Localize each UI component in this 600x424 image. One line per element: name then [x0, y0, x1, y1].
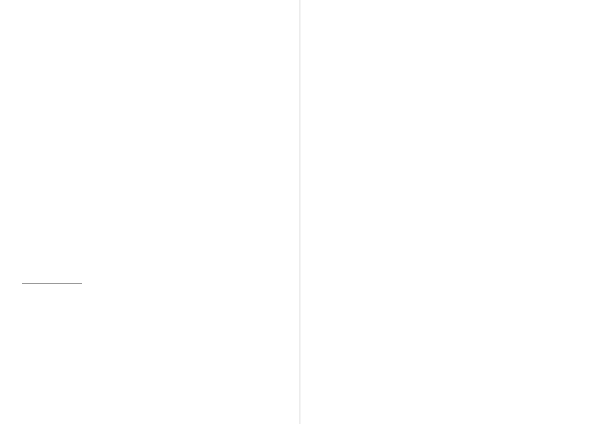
paragraph: [22, 251, 286, 277]
paragraph: [314, 121, 578, 147]
paragraph: [314, 59, 578, 85]
paragraph: [22, 189, 286, 215]
paragraph: [314, 245, 578, 271]
paragraph: [314, 307, 578, 333]
footnote: [22, 319, 286, 331]
right-page: [300, 0, 600, 424]
paragraph: [314, 183, 578, 209]
paragraph: [22, 158, 286, 184]
footnote: [22, 289, 286, 301]
paragraph: [22, 96, 286, 122]
footnotes: [22, 289, 286, 361]
paragraph: [314, 28, 578, 54]
paragraph: [314, 214, 578, 240]
chapter-subtitle: [22, 47, 286, 55]
paragraph: [314, 152, 578, 178]
paragraph: [22, 220, 286, 246]
footnote-rule: [22, 283, 82, 284]
footnote: [22, 304, 286, 316]
paragraph: [314, 369, 578, 395]
paragraph: [314, 338, 578, 364]
paragraph: [314, 90, 578, 116]
paragraph: [314, 276, 578, 302]
footnote: [22, 349, 286, 361]
chapter-title: [22, 34, 286, 44]
paragraph: [22, 65, 286, 91]
footnote: [22, 334, 286, 346]
paragraph: [22, 127, 286, 153]
